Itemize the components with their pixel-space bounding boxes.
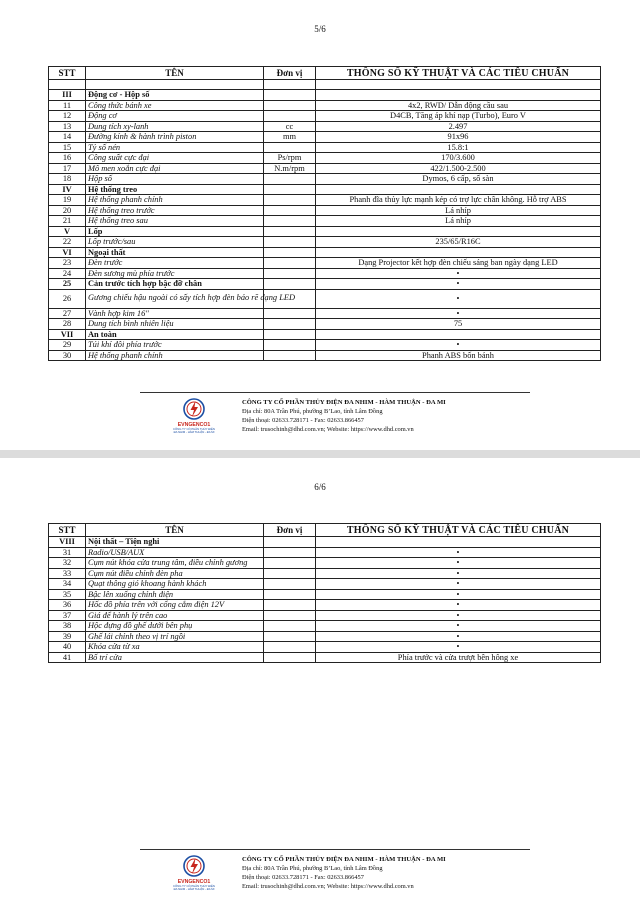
row-unit [264,205,316,216]
row-stt: 25 [49,279,86,290]
row-name: Bậc lên xuống chỉnh điện [86,589,264,600]
row-spec: 170/3.600 [316,153,601,164]
company-phone: Điện thoại: 02633.728171 - Fax: 02633.866457 [242,417,364,424]
row-unit [264,226,316,237]
company-email: Email: trusochinh@dhd.com.vn; Website: https://www.dhd.com.vn [242,426,414,433]
table-row [49,268,601,279]
row-stt: V [49,226,86,237]
table-row [49,216,601,227]
document-page-6 [0,458,640,908]
lightning-logo-icon [166,397,222,423]
row-unit [264,568,316,579]
row-spec: • [316,631,601,642]
row-unit [264,600,316,611]
logo-sub-line: CÔNG TY CỔ PHẦN THỦY ĐIỆN [173,427,215,431]
logo-brand-text: EVNGENCO1 [177,422,211,428]
row-unit: N.m/rpm [264,163,316,174]
header-name: TÊN [86,67,264,80]
company-logo [166,854,222,894]
row-unit [264,340,316,351]
header-spec: THÔNG SỐ KỸ THUẬT VÀ CÁC TIÊU CHUẨN [316,524,601,537]
table-row [49,205,601,216]
section-row [49,329,601,340]
table-row [49,319,601,330]
logo-sub-line: CÔNG TY CỔ PHẦN THỦY ĐIỆN [173,884,215,888]
table-row [49,258,601,269]
row-stt: 31 [49,547,86,558]
row-name: Động cơ - Hộp số [86,90,264,101]
row-stt: VII [49,329,86,340]
header-name: TÊN [86,524,264,537]
row-unit [264,308,316,319]
row-unit [264,184,316,195]
row-spec [316,90,601,101]
table-row [49,589,601,600]
row-unit [264,547,316,558]
table-row [49,153,601,164]
company-address: Địa chỉ: 80A Trần Phú, phường B’Lao, tỉnh Lâm Đồng [242,408,383,415]
row-stt: III [49,90,86,101]
row-name: Đèn sương mù phía trước [86,268,264,279]
table-row [49,610,601,621]
row-unit [264,652,316,663]
document-page-5 [0,0,640,450]
row-name: Động cơ [86,111,264,122]
row-name: Mô men xoắn cực đại [86,163,264,174]
row-unit [264,216,316,227]
row-stt: 20 [49,205,86,216]
row-unit: Ps/rpm [264,153,316,164]
row-name: Hộp số [86,174,264,185]
row-name: Công suất cực đại [86,153,264,164]
row-unit [264,631,316,642]
row-name: Hệ thống phanh chính [86,350,264,361]
row-stt: 37 [49,610,86,621]
row-spec [316,226,601,237]
row-unit [264,174,316,185]
header-stt: STT [49,524,86,537]
row-unit [264,642,316,653]
row-stt: 38 [49,621,86,632]
row-unit [264,350,316,361]
row-name: Tỷ số nén [86,142,264,153]
row-stt: 28 [49,319,86,330]
row-unit [264,247,316,258]
table-row [49,642,601,653]
row-stt: 29 [49,340,86,351]
row-name: Công thức bánh xe [86,100,264,111]
row-name: Dung tích bình nhiên liệu [86,319,264,330]
row-unit [264,537,316,548]
company-name: CÔNG TY CỔ PHẦN THỦY ĐIỆN ĐA NHIM - HÀM THUẬN - ĐA MI [242,856,446,863]
blank-row [49,80,601,90]
row-unit [264,195,316,206]
company-name: CÔNG TY CỔ PHẦN THỦY ĐIỆN ĐA NHIM - HÀM THUẬN - ĐA MI [242,399,446,406]
row-stt: 21 [49,216,86,227]
company-logo [166,397,222,437]
table-row [49,621,601,632]
row-unit: mm [264,132,316,143]
row-spec: D4CB, Tăng áp khí nạp (Turbo), Euro V [316,111,601,122]
row-name: Giá để hành lý trên cao [86,610,264,621]
row-spec: • [316,268,601,279]
row-unit [264,142,316,153]
row-stt: 23 [49,258,86,269]
lightning-logo-icon [166,854,222,880]
table-row [49,652,601,663]
row-stt: 30 [49,350,86,361]
row-unit [264,621,316,632]
header-unit: Đơn vị [264,67,316,80]
row-spec: Lá nhíp [316,216,601,227]
row-stt: 34 [49,579,86,590]
row-name: Đèn trước [86,258,264,269]
table-row [49,568,601,579]
row-spec: 91x96 [316,132,601,143]
footer-text [242,398,532,434]
row-stt: 11 [49,100,86,111]
row-name: Ngoại thất [86,247,264,258]
row-spec: • [316,289,601,308]
footer-text [242,855,532,891]
table-row [49,308,601,319]
header-stt: STT [49,67,86,80]
row-stt: VI [49,247,86,258]
row-spec: Phía trước và cửa trượt bên hông xe [316,652,601,663]
table-row [49,237,601,248]
row-spec: 75 [316,319,601,330]
row-spec [316,329,601,340]
row-name: Radio/USB/AUX [86,547,264,558]
table-row [49,600,601,611]
row-stt: 14 [49,132,86,143]
row-spec [316,247,601,258]
header-unit: Đơn vị [264,524,316,537]
row-stt: 36 [49,600,86,611]
row-stt: 13 [49,121,86,132]
row-name: Đường kính & hành trình piston [86,132,264,143]
section-row [49,90,601,101]
row-spec: • [316,579,601,590]
row-unit [264,579,316,590]
row-name: Ghế lái chỉnh theo vị trí ngồi [86,631,264,642]
row-spec: • [316,279,601,290]
row-unit [264,319,316,330]
logo-sub-line: ĐA NHIM - HÀM THUẬN - ĐA MI [173,887,215,892]
table-row [49,142,601,153]
row-spec: • [316,340,601,351]
row-stt: 26 [49,289,86,308]
header-spec: THÔNG SỐ KỸ THUẬT VÀ CÁC TIÊU CHUẨN [316,67,601,80]
table-row [49,350,601,361]
row-unit [264,258,316,269]
row-name: Cụm nút điều chỉnh đèn pha [86,568,264,579]
row-unit [264,279,316,290]
row-name: Vành hợp kim 16" [86,308,264,319]
company-footer [140,392,530,437]
row-spec: 4x2, RWD/ Dẫn động cầu sau [316,100,601,111]
row-spec: • [316,558,601,569]
row-stt: 17 [49,163,86,174]
row-spec: 15.8:1 [316,142,601,153]
logo-subtitle [166,885,222,892]
row-spec: Lá nhíp [316,205,601,216]
row-spec: 235/65/R16C [316,237,601,248]
row-stt: 22 [49,237,86,248]
row-stt: 32 [49,558,86,569]
company-address: Địa chỉ: 80A Trần Phú, phường B’Lao, tỉnh Lâm Đồng [242,865,383,872]
row-spec: • [316,642,601,653]
row-stt: 16 [49,153,86,164]
row-stt: VIII [49,537,86,548]
row-stt: 27 [49,308,86,319]
row-name: Hốc đồ phía trên với cổng cắm điện 12V [86,600,264,611]
row-spec: Dạng Projector kết hợp đèn chiếu sáng ban ngày dạng LED [316,258,601,269]
row-unit [264,111,316,122]
table-row [49,340,601,351]
table-row [49,631,601,642]
row-stt: 39 [49,631,86,642]
row-stt: 41 [49,652,86,663]
row-spec: • [316,589,601,600]
row-stt: 33 [49,568,86,579]
row-spec [316,184,601,195]
table-row [49,100,601,111]
page-number: 6/6 [314,482,326,492]
section-row [49,184,601,195]
row-stt: 18 [49,174,86,185]
company-email: Email: trusochinh@dhd.com.vn; Website: https://www.dhd.com.vn [242,883,414,890]
row-name: Hệ thống phanh chính [86,195,264,206]
row-spec: • [316,600,601,611]
row-unit: cc [264,121,316,132]
spec-table [48,66,601,361]
row-spec: • [316,621,601,632]
page-number: 5/6 [314,24,326,34]
row-spec: • [316,568,601,579]
table-header-row [49,67,601,80]
row-stt: 12 [49,111,86,122]
row-name: Dung tích xy-lanh [86,121,264,132]
row-stt: 19 [49,195,86,206]
row-name: Quạt thông gió khoang hành khách [86,579,264,590]
row-name: Túi khí đôi phía trước [86,340,264,351]
spec-table [48,523,601,663]
row-spec: • [316,547,601,558]
row-name: Hệ thống treo sau [86,216,264,227]
logo-subtitle [166,428,222,435]
row-unit [264,558,316,569]
row-unit [264,610,316,621]
row-unit [264,237,316,248]
table-row [49,289,601,308]
row-name: Cụm nút khóa cửa trung tâm, điều chỉnh gương [86,558,264,569]
logo-sub-line: ĐA NHIM - HÀM THUẬN - ĐA MI [173,430,215,435]
row-unit [264,589,316,600]
table-row [49,195,601,206]
row-stt: IV [49,184,86,195]
row-spec [316,537,601,548]
row-stt: 24 [49,268,86,279]
row-spec: 422/1.500-2.500 [316,163,601,174]
row-spec: 2.497 [316,121,601,132]
row-stt: 15 [49,142,86,153]
row-name: Cản trước tích hợp bậc đỡ chân [86,279,264,290]
row-stt: 40 [49,642,86,653]
section-row [49,279,601,290]
row-spec: Dymos, 6 cấp, số sàn [316,174,601,185]
row-name: Hệ thống treo trước [86,205,264,216]
company-footer [140,849,530,894]
table-row [49,558,601,569]
row-name: Hệ thống treo [86,184,264,195]
row-unit [264,90,316,101]
section-row [49,226,601,237]
table-row [49,579,601,590]
row-name: Bố trí cửa [86,652,264,663]
row-name: Gương chiếu hậu ngoài có sấy tích hợp đèn báo rẽ dạng LED [86,289,264,308]
logo-brand-text: EVNGENCO1 [177,879,211,885]
row-spec: Phanh ABS bốn bánh [316,350,601,361]
company-phone: Điện thoại: 02633.728171 - Fax: 02633.866457 [242,874,364,881]
row-name: Lốp trước/sau [86,237,264,248]
row-name: Nội thất – Tiện nghi [86,537,264,548]
table-row [49,121,601,132]
section-row [49,537,601,548]
table-row [49,547,601,558]
table-row [49,111,601,122]
section-row [49,247,601,258]
table-row [49,174,601,185]
row-unit [264,268,316,279]
row-name: Hộc đựng đồ ghế dưới bên phụ [86,621,264,632]
row-unit [264,100,316,111]
row-name: An toàn [86,329,264,340]
row-spec: • [316,610,601,621]
table-header-row [49,524,601,537]
row-name: Khóa cửa từ xa [86,642,264,653]
row-spec: • [316,308,601,319]
row-unit [264,329,316,340]
row-spec: Phanh đĩa thủy lực mạnh kép có trợ lực chân không. Hỗ trợ ABS [316,195,601,206]
table-row [49,132,601,143]
row-name: Lốp [86,226,264,237]
table-row [49,163,601,174]
row-stt: 35 [49,589,86,600]
